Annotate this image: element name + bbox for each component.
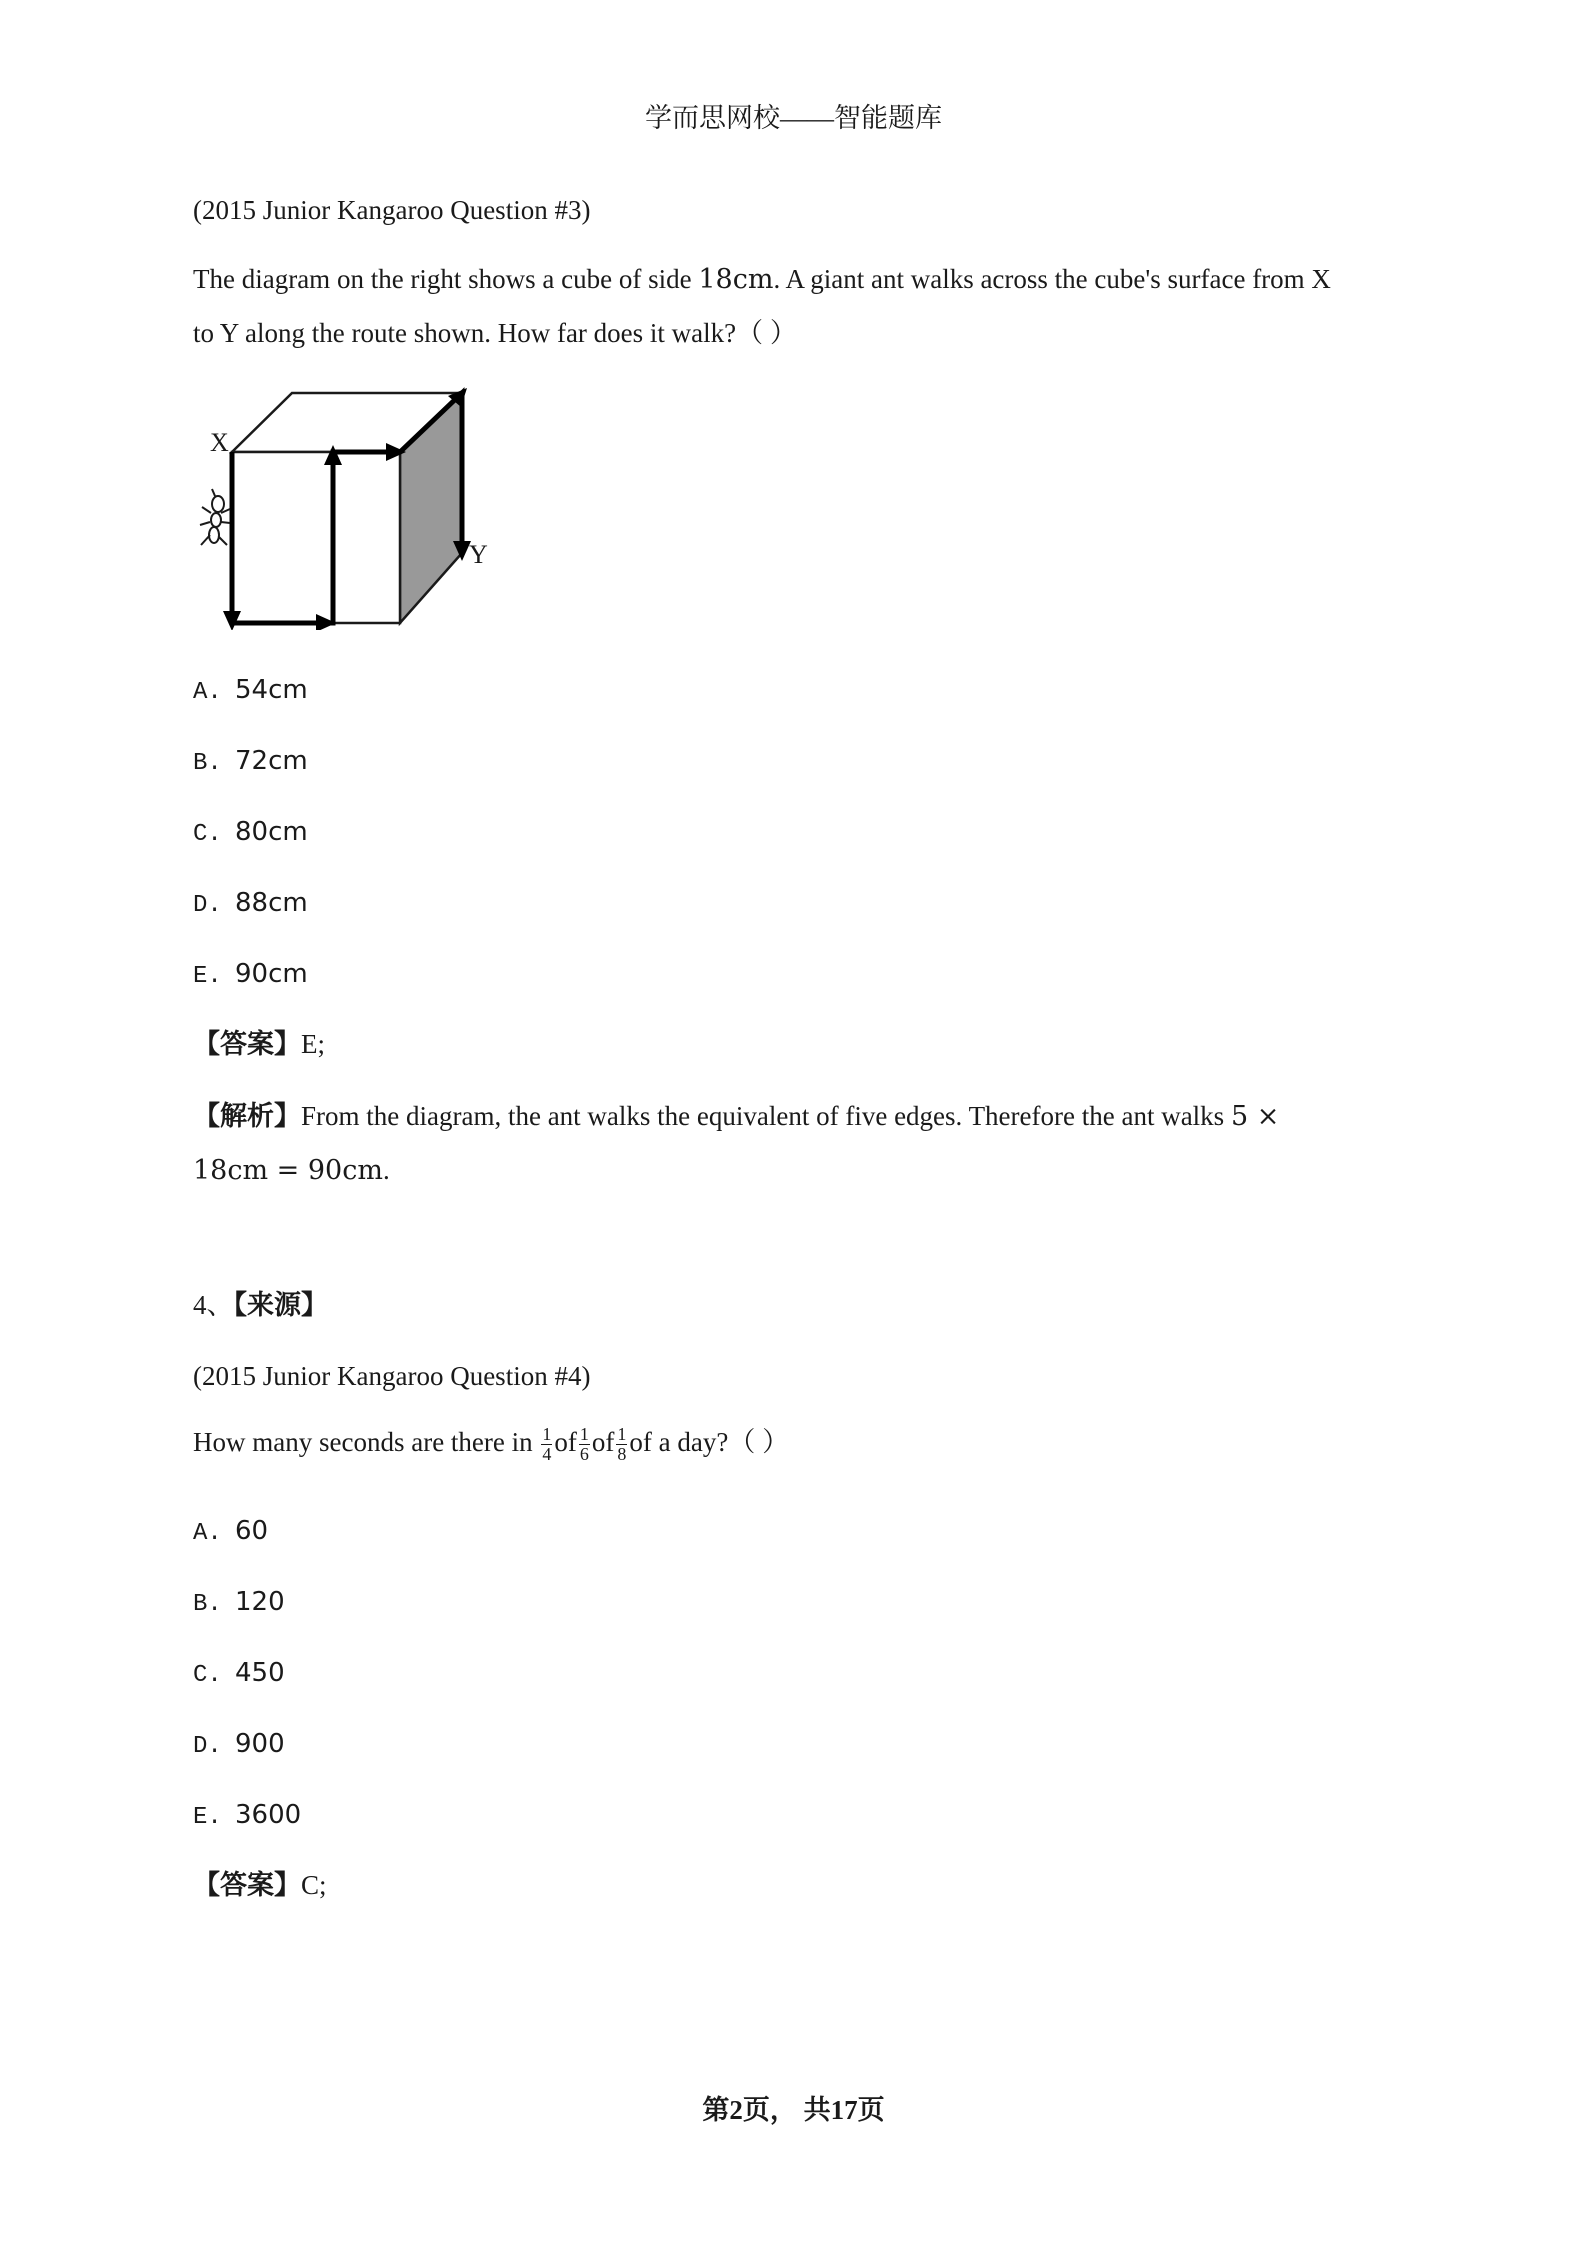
option-letter: B. — [193, 1591, 222, 1618]
q3-option — [193, 743, 308, 781]
q4-stem-text-a: How many seconds are there in — [193, 1427, 540, 1457]
of-text: of — [591, 1427, 615, 1457]
q4-heading — [193, 1288, 328, 1322]
q3-stem-text-b: . A giant ant walks across the cube's surface from X — [773, 264, 1331, 294]
option-value: 80cm — [235, 817, 308, 847]
option-letter: A. — [193, 679, 222, 706]
option-value: 3600 — [235, 1800, 302, 1830]
option-letter: B. — [193, 750, 222, 777]
fraction-denominator: 8 — [617, 1444, 627, 1465]
fraction-numerator: 1 — [579, 1424, 589, 1445]
q4-stem — [193, 1425, 789, 1464]
option-letter: E. — [193, 1804, 222, 1831]
q4-answer — [193, 1868, 327, 1902]
label-x: X — [210, 428, 229, 457]
option-value: 54cm — [235, 675, 308, 705]
analysis-label: 【解析】 — [193, 1101, 301, 1131]
answer-label: 【答案】 — [193, 1870, 301, 1900]
option-letter: D. — [193, 1733, 222, 1760]
q3-stem-text-a: The diagram on the right shows a cube of side — [193, 264, 699, 294]
answer-label: 【答案】 — [193, 1029, 301, 1059]
option-value: 450 — [235, 1658, 285, 1688]
q4-option — [193, 1655, 285, 1693]
q3-side-length: 18cm — [698, 264, 774, 295]
page-footer: 第2页， 共17页 — [702, 2095, 885, 2125]
answer-value: E; — [301, 1029, 325, 1059]
option-value: 90cm — [235, 959, 308, 989]
q3-option — [193, 672, 308, 710]
answer-value: C; — [301, 1870, 327, 1900]
q3-analysis-line2 — [193, 1153, 390, 1188]
q4-option — [193, 1797, 301, 1835]
analysis-end: . — [382, 1155, 390, 1185]
q4-option — [193, 1584, 285, 1622]
q4-option — [193, 1513, 268, 1551]
option-letter: C. — [193, 821, 222, 848]
q4-source: (2015 Junior Kangaroo Question #4) — [193, 1361, 591, 1391]
option-value: 120 — [235, 1587, 285, 1617]
q3-source: (2015 Junior Kangaroo Question #3) — [193, 195, 591, 225]
q3-stem-line2: to Y along the route shown. How far does it walk?（ ） — [193, 318, 797, 348]
q3-answer — [193, 1027, 325, 1061]
fraction — [579, 1425, 590, 1464]
analysis-math: 5 × — [1230, 1101, 1280, 1132]
ant-figure — [200, 489, 230, 545]
option-letter: C. — [193, 1662, 222, 1689]
page-header: 学而思网校——智能题库 — [645, 103, 942, 133]
option-value: 60 — [235, 1516, 269, 1546]
option-letter: D. — [193, 892, 222, 919]
source-label: 【来源】 — [233, 1290, 328, 1320]
question-number: 4、 — [193, 1290, 234, 1320]
fraction — [541, 1425, 552, 1464]
fraction-denominator: 6 — [579, 1444, 589, 1465]
q4-stem-text-b: of a day?（ ） — [629, 1427, 790, 1457]
option-value: 900 — [235, 1729, 285, 1759]
q3-option — [193, 814, 308, 852]
fraction-numerator: 1 — [542, 1424, 552, 1445]
q3-stem-line1 — [193, 262, 1331, 297]
cube-front-face — [232, 452, 400, 623]
analysis-text: From the diagram, the ant walks the equivalent of five edges. Therefore the ant walks — [301, 1101, 1231, 1131]
cube-diagram — [195, 385, 495, 630]
q3-option — [193, 956, 308, 994]
q3-analysis-line1 — [193, 1099, 1279, 1134]
analysis-math: 18cm = 90cm — [193, 1155, 383, 1186]
q3-option — [193, 885, 308, 923]
option-letter: A. — [193, 1520, 222, 1547]
option-letter: E. — [193, 963, 222, 990]
fraction-denominator: 4 — [542, 1444, 552, 1465]
fraction — [616, 1425, 627, 1464]
of-text: of — [554, 1427, 577, 1457]
q4-option — [193, 1726, 285, 1764]
option-value: 88cm — [235, 888, 308, 918]
option-value: 72cm — [235, 746, 308, 776]
label-y: Y — [469, 540, 488, 569]
fraction-numerator: 1 — [617, 1424, 627, 1445]
